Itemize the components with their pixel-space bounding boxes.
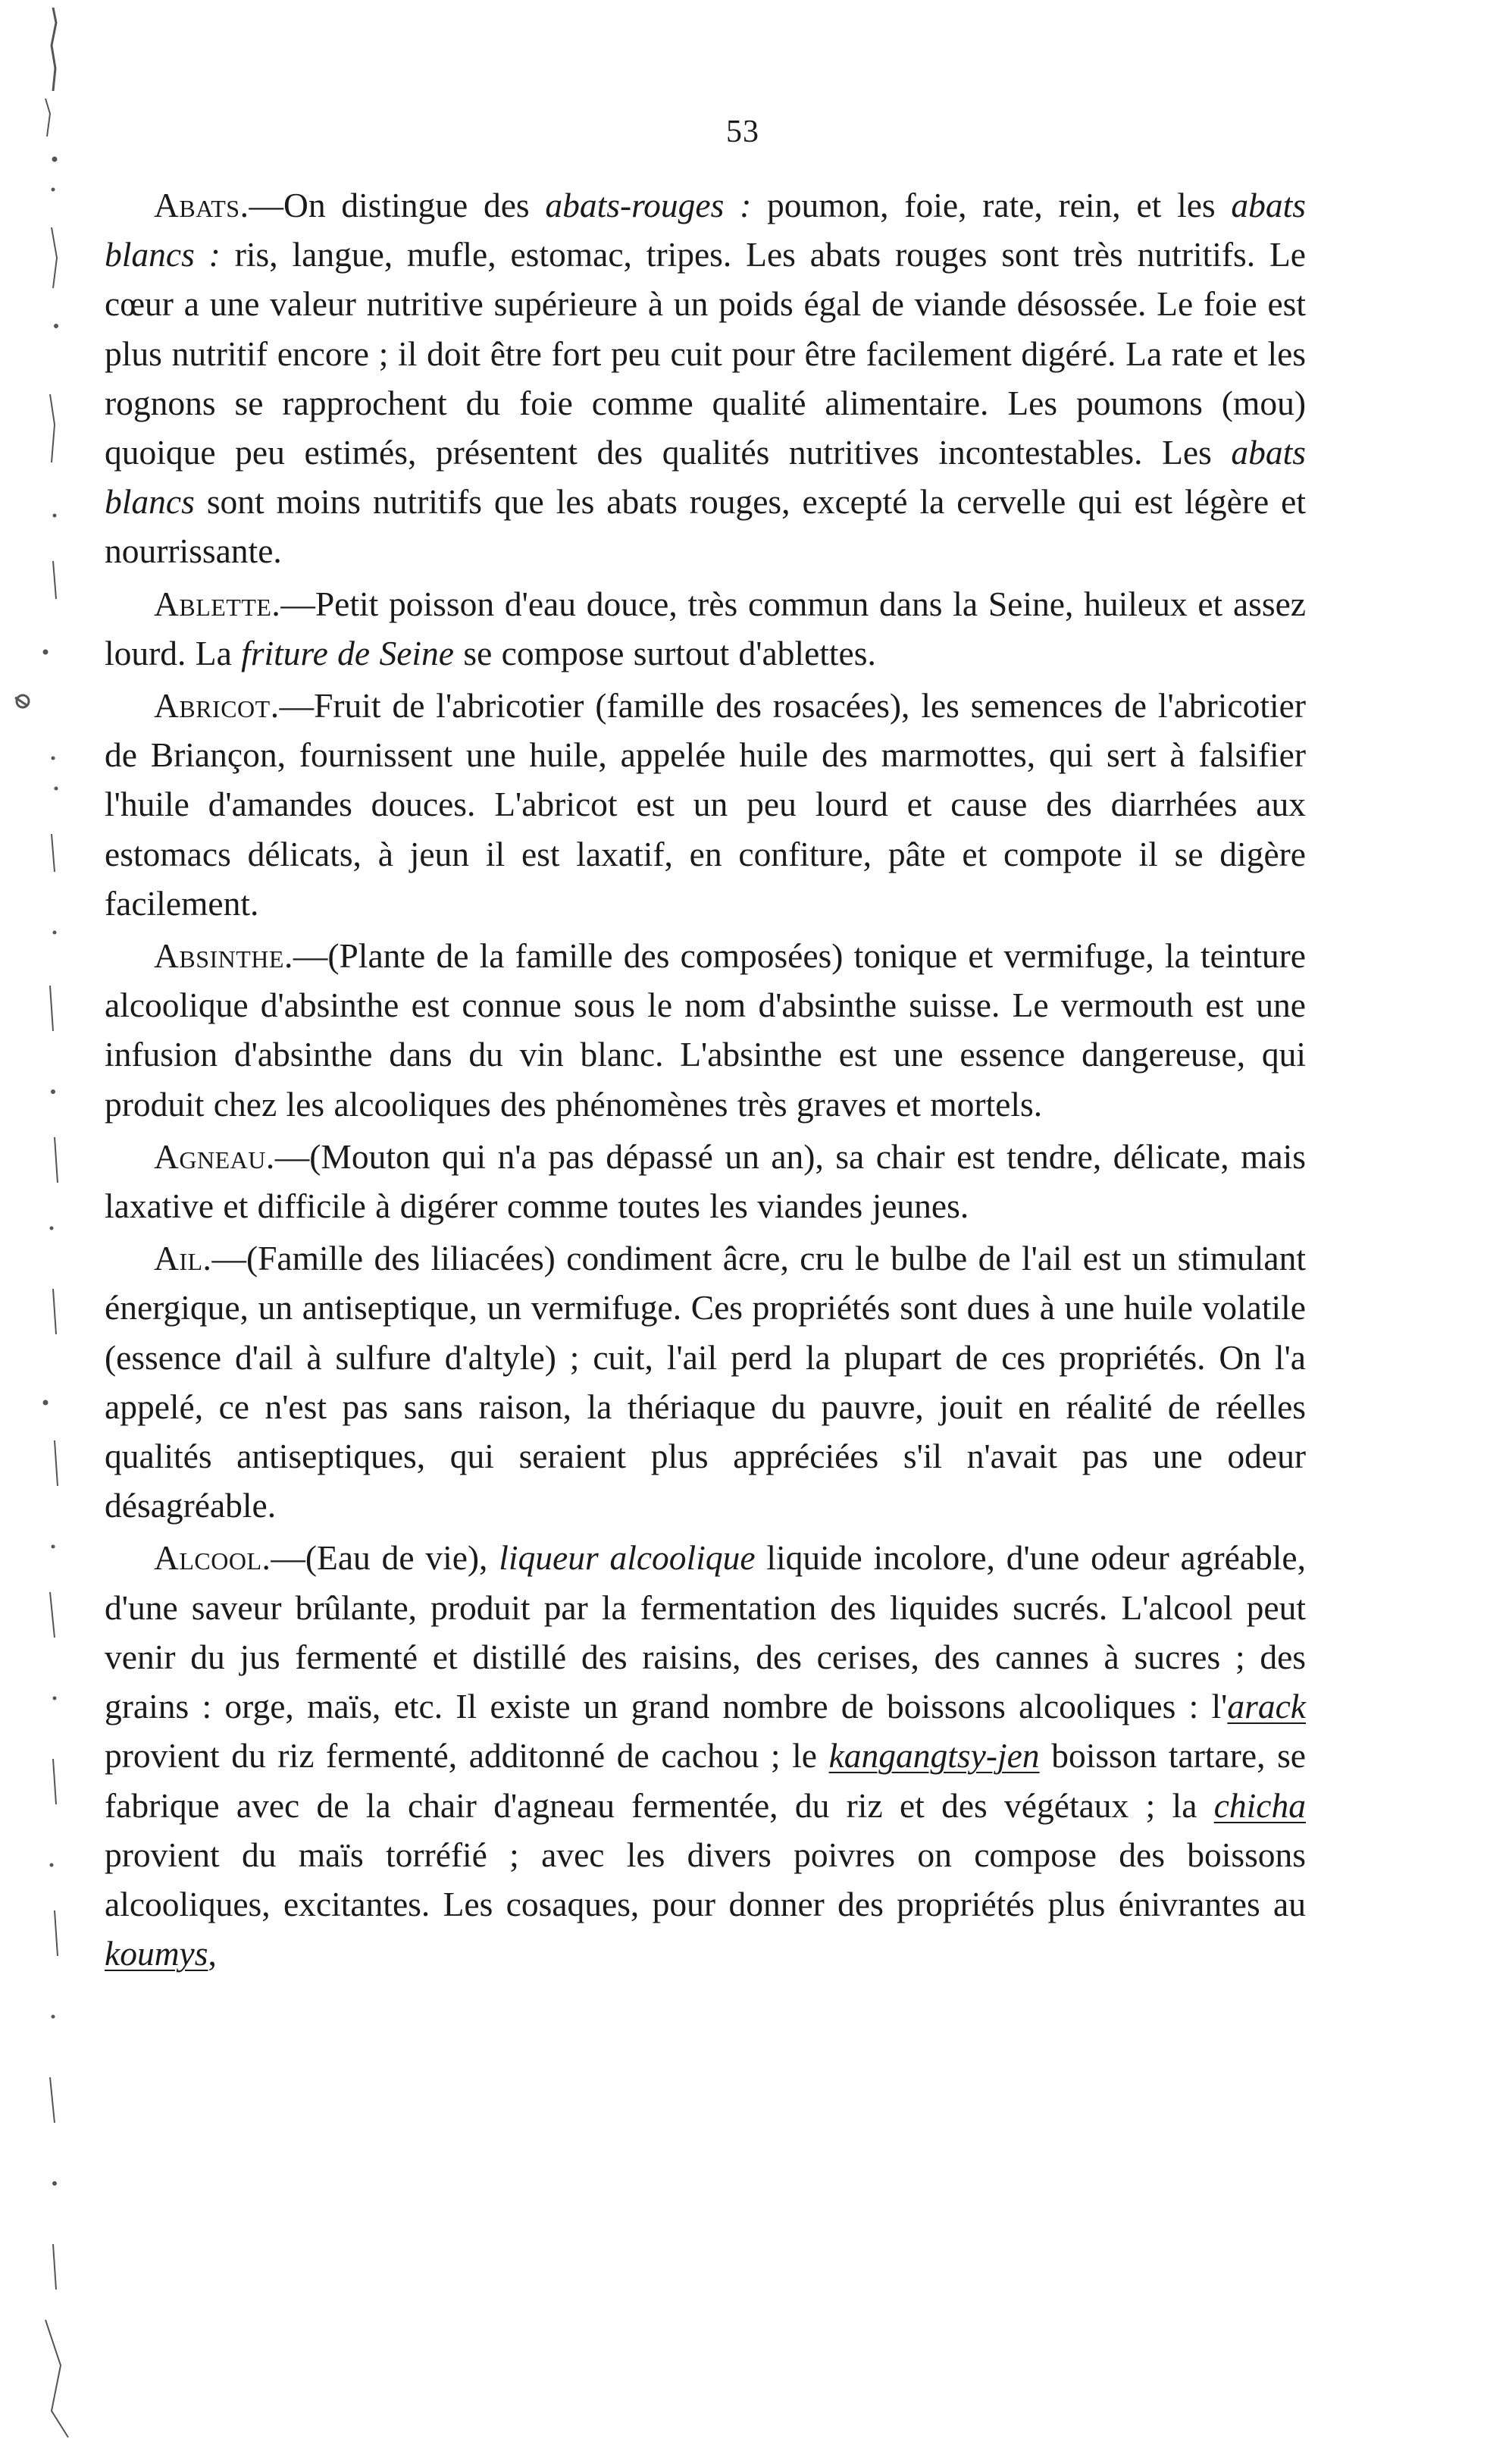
dictionary-entry (105, 1533, 1306, 1978)
dictionary-entry (105, 180, 1306, 576)
italic-term: arack (1227, 1687, 1306, 1726)
entry-headword: Abats. (154, 186, 249, 224)
italic-term: friture de Seine (241, 633, 454, 672)
entry-headword: Ablette. (154, 584, 281, 623)
entry-text: boisson tartare, se fabrique avec de la chair d'agneau fermentée, du riz et des végétaux ; la (105, 1736, 1306, 1825)
dictionary-entry (105, 681, 1306, 928)
entry-text: —(Eau de vie), (271, 1538, 499, 1578)
entry-text: ris, langue, mufle, estomac, tripes. Les abats rouges sont très nutritifs. Le cœur a une valeur nutritive supérieure à un poids égal de viande désossée. Le foie est plus nutritif encore ; il doit être fort peu cuit pour être facilement digéré. La rate et les rognons se rapprochent du foie comme qualité alimentaire. Les poumons (mou) quoique peu estimés, présentent des qualités nutritives incontestables. Les (105, 235, 1306, 472)
entry-headword: Abricot. (154, 686, 280, 726)
entry-text: se compose surtout d'ablettes. (454, 633, 876, 672)
entry-headword: Absinthe. (154, 936, 293, 976)
entry-text: —(Plante de la famille des composées) tonique et vermifuge, la teinture alcoolique d'absinthe est connue sous le nom d'absinthe suisse. Le vermouth est une infusion d'absinthe dans du vin blanc. L'absinthe est une essence dangereuse, qui produit chez les alcooliques des phénomènes très graves et mortels. (105, 936, 1306, 1124)
entry-text: —(Famille des liliacées) condiment âcre, cru le bulbe de l'ail est un stimulant énergique, un antiseptique, un vermifuge. Ces propriétés sont dues à une huile volatile (essence d'ail à sulfure d'altyle) ; cuit, l'ail perd la plupart de ces propriétés. On l'a appelé, ce n'est pas sans raison, la thériaque du pauvre, jouit en réalité de réelles qualités antiseptiques, qui seraient plus appréciées s'il n'avait pas une odeur désagréable. (105, 1239, 1306, 1525)
entry-text: —Fruit de l'abricotier (famille des rosacées), les semences de l'abricotier de Briançon, fournissent une huile, appelée huile des marmottes, qui sert à falsifier l'huile d'amandes douces. L'abricot est un peu lourd et cause des diarrhées aux estomacs délicats, à jeun il est laxatif, en confiture, pâte et compote il se digère facilement. (105, 686, 1306, 923)
italic-term: abats blancs (105, 433, 1306, 522)
entry-text: , (208, 1934, 217, 1973)
dictionary-entry (105, 1132, 1306, 1230)
entry-text: liquide incolore, d'une odeur agréable, d'une saveur brûlante, produit par la fermentation des liquides sucrés. L'alcool peut venir du jus fermenté et distillé des raisins, des cerises, des cannes à sucres ; des grains : orge, maïs, etc. Il existe un grand nombre de boissons alcooliques : l' (105, 1538, 1307, 1726)
entry-text: provient du maïs torréfié ; avec les divers poivres on compose des boissons alcooliques, excitantes. Les cosaques, pour donner des propriétés plus énivrantes au (105, 1835, 1306, 1923)
page-number: 53 (726, 114, 759, 149)
italic-term: kangangtsy-jen (828, 1736, 1040, 1776)
entry-headword: Alcool. (154, 1538, 271, 1578)
dictionary-entry (105, 579, 1306, 678)
entry-headword: Agneau. (154, 1136, 275, 1176)
dictionary-entry (105, 1233, 1306, 1530)
italic-term: chicha (1213, 1785, 1306, 1825)
italic-term: abats-rouges : (545, 186, 752, 224)
entry-text: sont moins nutritifs que les abats rouges, excepté la cervelle qui est légère et nourrissante. (105, 482, 1306, 571)
italic-term: abats blancs : (105, 186, 1306, 274)
entry-headword: Ail. (154, 1239, 212, 1278)
entry-text: —Petit poisson d'eau douce, très commun dans la Seine, huileux et assez lourd. La (105, 584, 1306, 672)
entry-text: poumon, foie, rate, rein, et les (751, 186, 1232, 224)
entry-text: —(Mouton qui n'a pas dépassé un an), sa chair est tendre, délicate, mais laxative et difficile à digérer comme toutes les viandes jeunes. (105, 1136, 1306, 1226)
entry-text: provient du riz fermenté, additonné de cachou ; le (105, 1736, 829, 1776)
scan-margin-noise (0, 0, 99, 2444)
italic-term: liqueur alcoolique (499, 1538, 756, 1578)
page-body (105, 180, 1306, 1981)
italic-term: koumys (105, 1934, 208, 1973)
entry-text: —On distingue des (249, 186, 546, 224)
dictionary-entry (105, 931, 1306, 1129)
